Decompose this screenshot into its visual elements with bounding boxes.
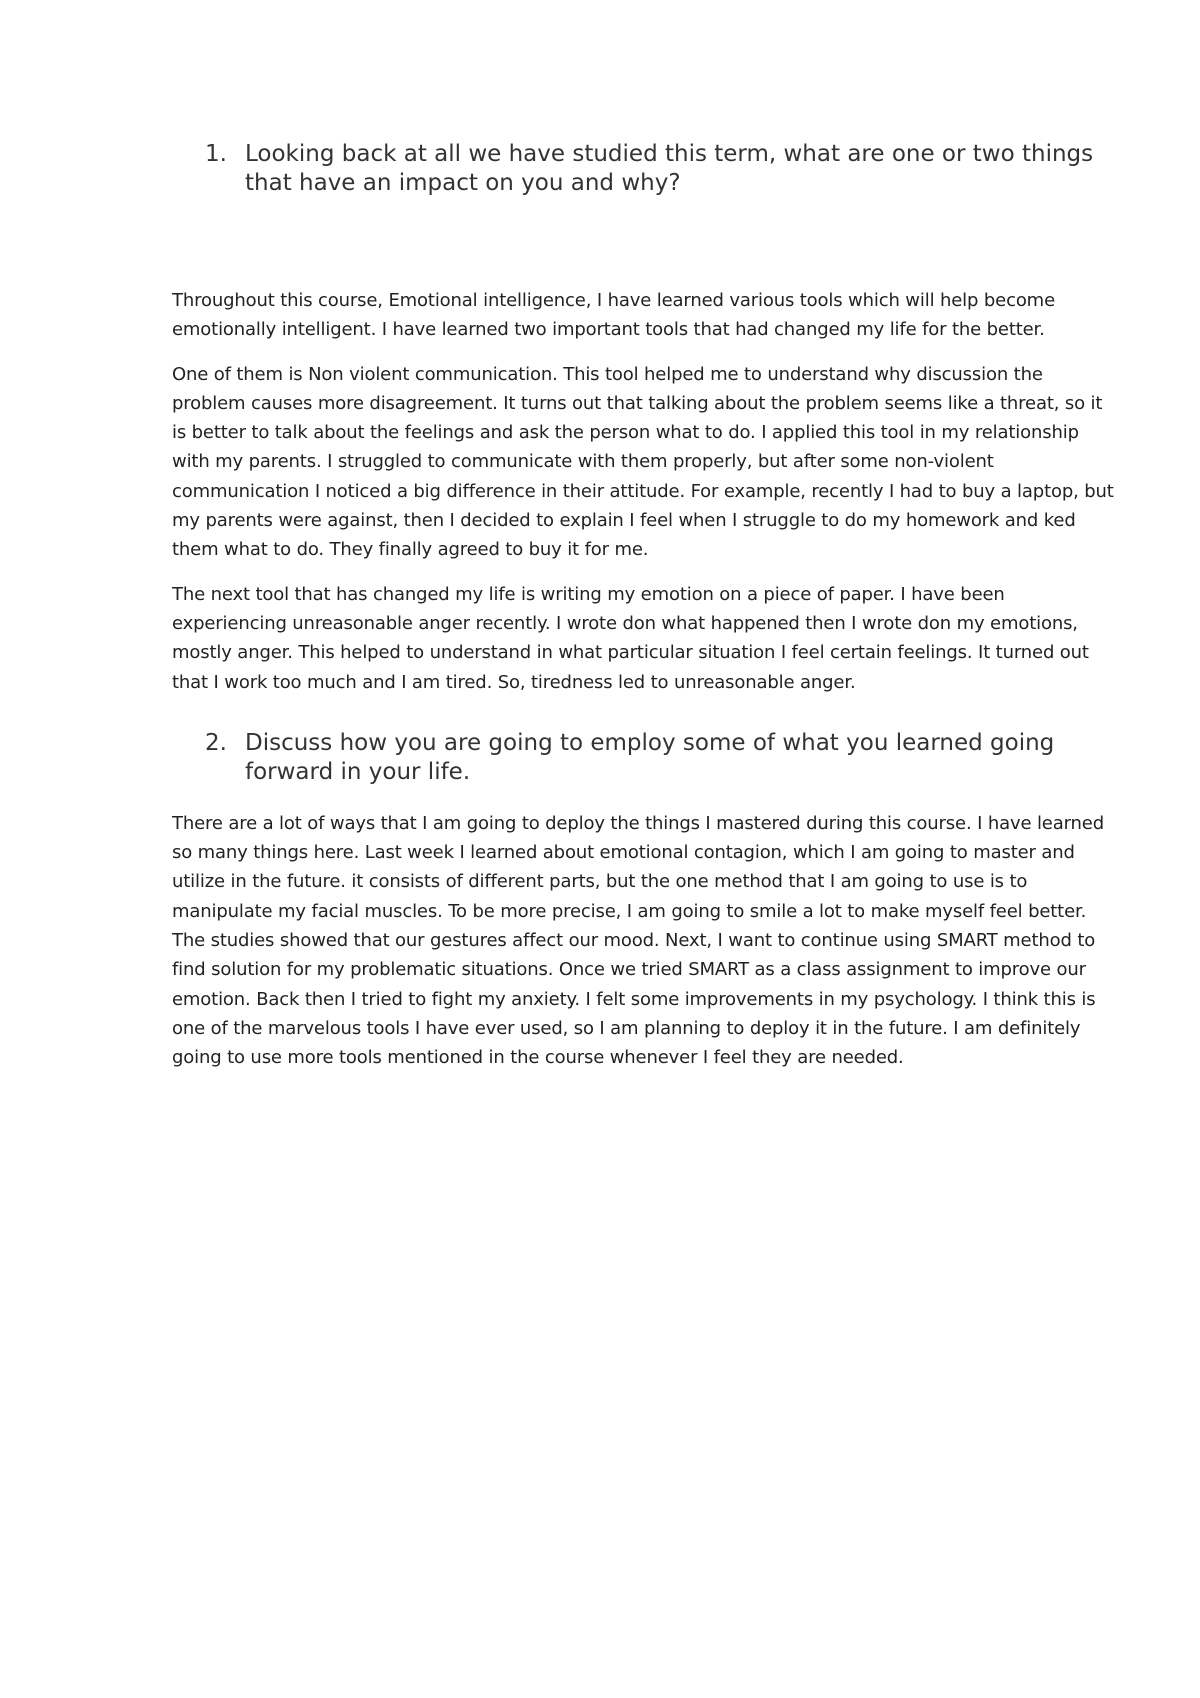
- question-1-number: 1.: [205, 141, 227, 167]
- question-1-text: Looking back at all we have studied this term, what are one or two things that have an impact on you and why?: [245, 141, 1094, 196]
- question-2-text: Discuss how you are going to employ some of what you learned going forward in your life.: [245, 729, 1055, 785]
- answer-1-paragraph-2: One of them is Non violent communication. This tool helped me to understand why discussion the problem causes more disagreement. It turns out that talking about the problem seems like a threat, so it is better to talk about the feelings and ask the person what to do. I applied this tool in my relationship with my parents. I struggled to communicate with them properly, but after some non-violent communication I noticed a big difference in their attitude. For example, recently I had to buy a laptop, but my parents were against, then I decided to explain I feel when I struggle to do my homework and ked them what to do. They finally agreed to buy it for me.: [172, 363, 1114, 561]
- answer-1-paragraph-3: The next tool that has changed my life is writing my emotion on a piece of paper. I have been experiencing unreasonable anger recently. I wrote don what happened then I wrote don my emotions, mostly anger. This helped to understand in what particular situation I feel certain feelings. It turned out that I work too much and I am tired. So, tiredness led to unreasonable anger.: [172, 583, 1089, 693]
- question-1: [172, 140, 1117, 198]
- question-2: [172, 729, 1117, 787]
- question-2-number: 2.: [205, 729, 227, 756]
- answer-2-paragraph-1: There are a lot of ways that I am going to deploy the things I mastered during this course. I have learned so many things here. Last week I learned about emotional contagion, which I am going to master and utilize in the future. it consists of different parts, but the one method that I am going to use is to manipulate my facial muscles. To be more precise, I am going to smile a lot to make myself feel better. The studies showed that our gestures affect our mood. Next, I want to continue using SMART method to find solution for my problematic situations. Once we tried SMART as a class assignment to improve our emotion. Back then I tried to fight my anxiety. I felt some improvements in my psychology. I think this is one of the marvelous tools I have ever used, so I am planning to deploy it in the future. I am definitely going to use more tools mentioned in the course whenever I feel they are needed.: [172, 812, 1105, 1069]
- document-body: [172, 140, 1117, 1088]
- answer-1-paragraph-1: Throughout this course, Emotional intelligence, I have learned various tools which will help become emotionally intelligent. I have learned two important tools that had changed my life for the better.: [172, 290, 1055, 341]
